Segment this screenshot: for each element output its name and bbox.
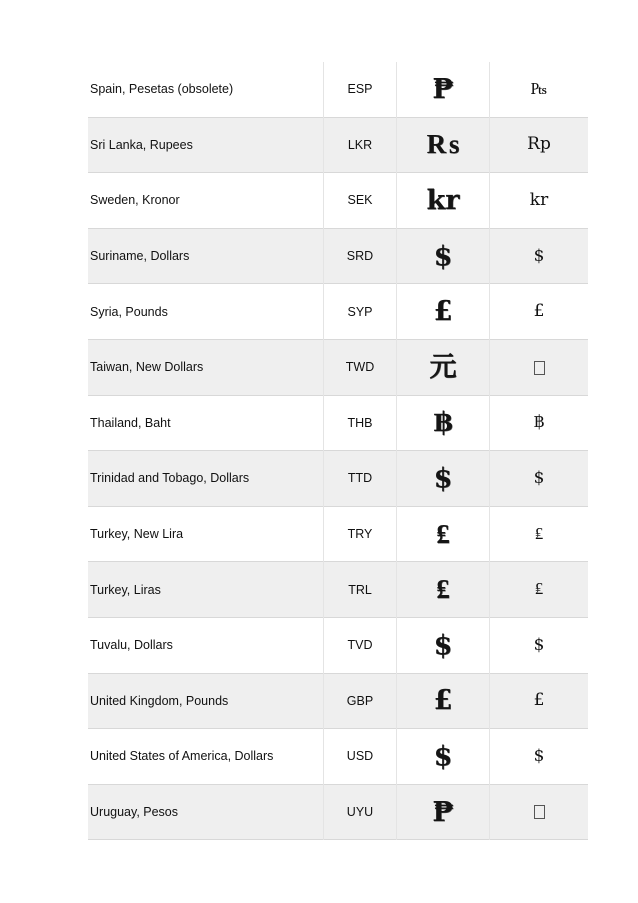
currency-name-cell: Trinidad and Tobago, Dollars <box>88 451 324 507</box>
currency-code-cell: SEK <box>324 173 397 229</box>
currency-symbol-text: ₧ <box>530 78 548 99</box>
currency-code-cell: THB <box>324 395 397 451</box>
symbol-image-cell <box>397 451 490 507</box>
table-row <box>88 173 588 229</box>
currency-symbol-text: Rp <box>527 134 551 155</box>
currency-symbol-image: ฿ <box>433 407 453 439</box>
symbol-text-cell <box>490 62 589 117</box>
table-row <box>88 395 588 451</box>
table-row <box>88 729 588 785</box>
symbol-text-cell <box>490 395 589 451</box>
currency-symbol-image: £ <box>433 685 453 717</box>
symbol-text-cell <box>490 339 589 395</box>
currency-symbol-text: £ <box>533 301 545 322</box>
currency-code-cell: UYU <box>324 784 397 840</box>
currency-code-cell: LKR <box>324 117 397 173</box>
currency-name-cell: Suriname, Dollars <box>88 228 324 284</box>
currency-symbol-text: £ <box>533 690 545 711</box>
currency-name-cell: Turkey, New Lira <box>88 506 324 562</box>
symbol-text-cell <box>490 228 589 284</box>
currency-code-cell: ESP <box>324 62 397 117</box>
currency-symbol-image: $ <box>433 629 453 661</box>
table-row <box>88 506 588 562</box>
table-row <box>88 228 588 284</box>
currency-symbol-image: $ <box>433 240 453 272</box>
symbol-image-cell <box>397 228 490 284</box>
currency-symbol-text: ฿ <box>533 412 545 433</box>
symbol-text-cell <box>490 506 589 562</box>
currency-name-cell: Uruguay, Pesos <box>88 784 324 840</box>
missing-glyph-box-icon <box>534 361 545 375</box>
symbol-text-cell <box>490 784 589 840</box>
table-row <box>88 451 588 507</box>
currency-symbol-text: kr <box>529 189 549 210</box>
symbol-image-cell <box>397 395 490 451</box>
symbol-image-cell <box>397 284 490 340</box>
symbol-image-cell <box>397 784 490 840</box>
currency-symbol-text: ₤ <box>534 523 544 544</box>
currency-code-cell: GBP <box>324 673 397 729</box>
currency-name-cell: Turkey, Liras <box>88 562 324 618</box>
table-body <box>88 62 588 840</box>
currency-symbol-table <box>88 62 588 840</box>
symbol-image-cell <box>397 506 490 562</box>
currency-code-cell: TTD <box>324 451 397 507</box>
currency-code-cell: USD <box>324 729 397 785</box>
symbol-text-cell <box>490 173 589 229</box>
currency-name-cell: Syria, Pounds <box>88 284 324 340</box>
symbol-text-cell <box>490 562 589 618</box>
symbol-text-cell <box>490 117 589 173</box>
currency-symbol-text: ₤ <box>534 579 544 600</box>
symbol-image-cell <box>397 339 490 395</box>
currency-code-cell: TVD <box>324 617 397 673</box>
table-row <box>88 62 588 117</box>
symbol-image-cell <box>397 173 490 229</box>
table-row <box>88 784 588 840</box>
currency-symbol-image: ₨ <box>426 129 460 161</box>
symbol-text-cell <box>490 673 589 729</box>
currency-name-cell: United Kingdom, Pounds <box>88 673 324 729</box>
currency-code-cell: TRL <box>324 562 397 618</box>
currency-name-cell: United States of America, Dollars <box>88 729 324 785</box>
table-row <box>88 562 588 618</box>
currency-name-cell: Tuvalu, Dollars <box>88 617 324 673</box>
symbol-image-cell <box>397 617 490 673</box>
currency-name-cell: Taiwan, New Dollars <box>88 339 324 395</box>
currency-symbol-image: $ <box>433 740 453 772</box>
symbol-image-cell <box>397 117 490 173</box>
currency-symbol-image: 元 <box>429 351 457 383</box>
table-row <box>88 284 588 340</box>
currency-symbol-text: $ <box>533 467 545 488</box>
currency-code-cell: TRY <box>324 506 397 562</box>
currency-name-cell: Spain, Pesetas (obsolete) <box>88 62 324 117</box>
table-row <box>88 339 588 395</box>
symbol-text-cell <box>490 729 589 785</box>
currency-symbol-text: $ <box>533 745 545 766</box>
symbol-text-cell <box>490 284 589 340</box>
table-row <box>88 617 588 673</box>
currency-name-cell: Thailand, Baht <box>88 395 324 451</box>
symbol-image-cell <box>397 562 490 618</box>
currency-symbol-image: £ <box>433 296 453 328</box>
currency-name-cell: Sri Lanka, Rupees <box>88 117 324 173</box>
currency-symbol-image: ₱ <box>432 796 454 828</box>
currency-name-cell: Sweden, Kronor <box>88 173 324 229</box>
symbol-text-cell <box>490 451 589 507</box>
currency-symbol-text: $ <box>533 245 545 266</box>
symbol-image-cell <box>397 62 490 117</box>
currency-symbol-image: ₱ <box>432 73 454 105</box>
currency-symbol-text: $ <box>533 634 545 655</box>
currency-symbol-image: ₤ <box>436 518 450 550</box>
currency-code-cell: SRD <box>324 228 397 284</box>
symbol-image-cell <box>397 673 490 729</box>
currency-symbol-image: ₤ <box>436 574 450 606</box>
currency-code-cell: SYP <box>324 284 397 340</box>
currency-symbol-image: kr <box>426 184 460 216</box>
currency-code-cell: TWD <box>324 339 397 395</box>
symbol-image-cell <box>397 729 490 785</box>
symbol-text-cell <box>490 617 589 673</box>
table-row <box>88 673 588 729</box>
missing-glyph-box-icon <box>534 805 545 819</box>
table-row <box>88 117 588 173</box>
currency-symbol-image: $ <box>433 462 453 494</box>
